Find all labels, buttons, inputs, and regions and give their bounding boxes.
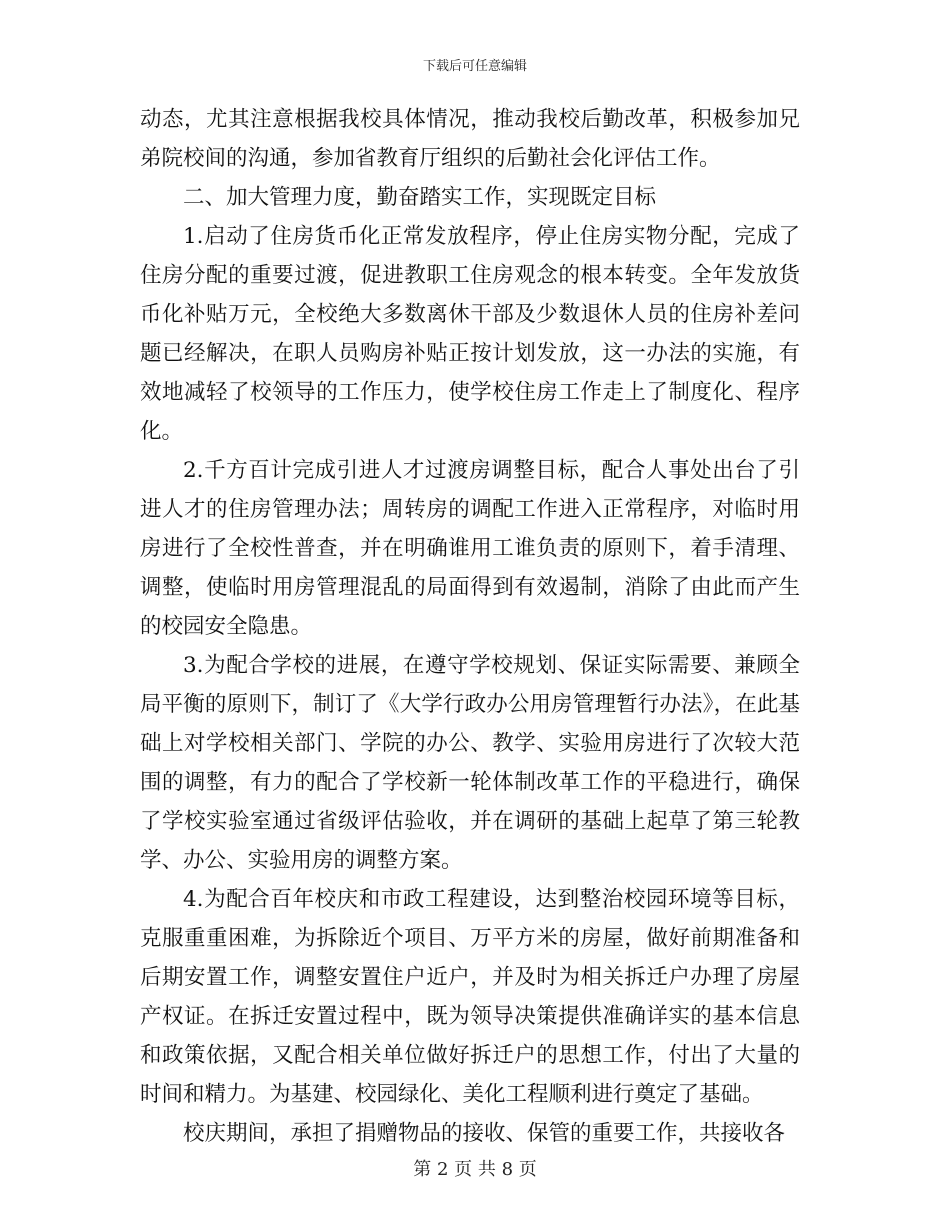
paragraph-celebration: 校庆期间，承担了捐赠物品的接收、保管的重要工作，共接收各 (183, 1121, 786, 1146)
page-header: 下载后可任意编辑 (422, 59, 527, 74)
paragraph-item-3: 3.为配合学校的进展，在遵守学校规划、保证实际需要、兼顾全局平衡的原则下，制订了《大学行政办公用房管理暂行办法》，在此基础上对学校相关部门、学院的办公、教学、实验用房进行了次较大范围的调整，有力的配合了学校新一轮体制改革工作的平稳进行，确保了学校实验室通过省级评估验收，并在调研的基础上起草了第三轮教学、办公、实验用房的调整方案。 (140, 653, 800, 873)
paragraph-item-4: 4.为配合百年校庆和市政工程建设，达到整治校园环境等目标，克服重重困难，为拆除近个项目、万平方米的房屋，做好前期准备和后期安置工作，调整安置住户近户，并及时为相关拆迁户办理了房屋产权证。在拆迁安置过程中，既为领导决策提供准确详实的基本信息和政策依据，又配合相关单位做好拆迁户的思想工作，付出了大量的时间和精力。为基建、校园绿化、美化工程顺利进行奠定了基础。 (140, 887, 800, 1107)
paragraph-item-2: 2.千方百计完成引进人才过渡房调整目标，配合人事处出台了引进人才的住房管理办法；周转房的调配工作进入正常程序，对临时用房进行了全校性普查，并在明确谁用工谁负责的原则下，着手清理、调整，使临时用房管理混乱的局面得到有效遏制，消除了由此而产生的校园安全隐患。 (140, 458, 800, 639)
page-number-footer: 第 2 页 共 8 页 (413, 1159, 537, 1180)
paragraph-continuation: 动态，尤其注意根据我校具体情况，推动我校后勤改革，积极参加兄弟院校间的沟通，参加省教育厅组织的后勤社会化评估工作。 (140, 107, 800, 171)
section-heading: 二、加大管理力度，勤奋踏实工作，实现既定目标 (183, 185, 657, 210)
document-body (140, 100, 800, 1153)
paragraph-item-1: 1.启动了住房货币化正常发放程序，停止住房实物分配，完成了住房分配的重要过渡，促进教职工住房观念的根本转变。全年发放货币化补贴万元，全校绝大多数离休干部及少数退休人员的住房补差问题已经解决，在职人员购房补贴正按计划发放，这一办法的实施，有效地减轻了校领导的工作压力，使学校住房工作走上了制度化、程序化。 (140, 224, 800, 444)
